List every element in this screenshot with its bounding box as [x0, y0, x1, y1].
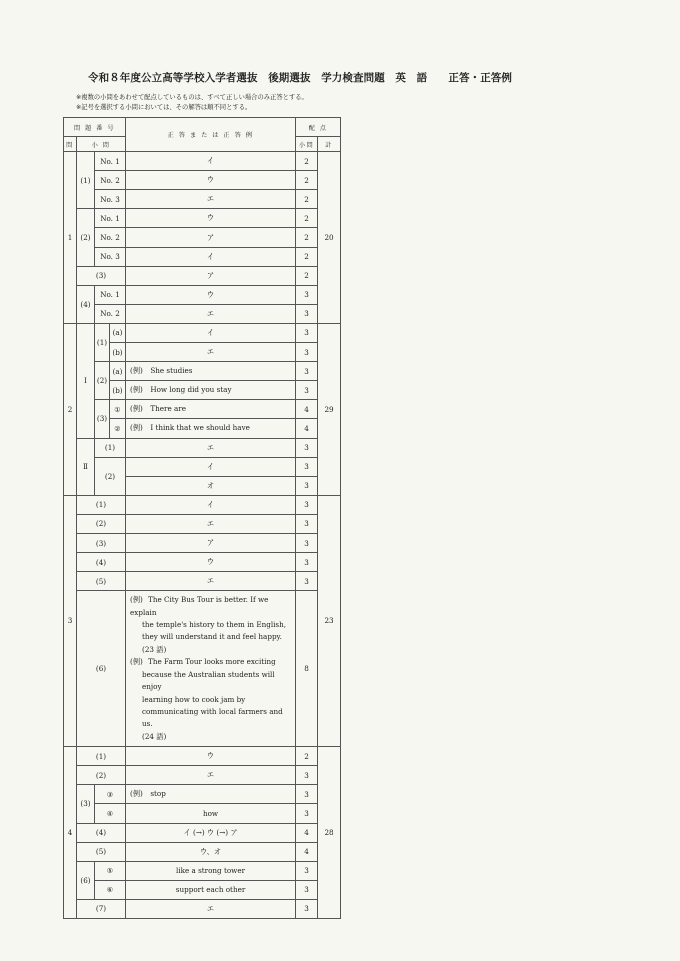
q4-s4: 4 — [296, 823, 318, 842]
q3-total: 23 — [318, 495, 341, 746]
q3-a2: エ — [126, 514, 296, 533]
q3-p2: (2) — [77, 514, 126, 533]
q4-a7: エ — [126, 899, 296, 918]
q2-ii-p2: (2) — [95, 457, 126, 495]
q2-i-p1: (1) — [95, 323, 110, 361]
q4-a3-3 — [126, 785, 296, 804]
q2-i2b-text: How long did you stay — [150, 385, 232, 395]
q2-i3-2 — [126, 419, 296, 438]
q1-p4: (4) — [77, 285, 95, 323]
header-points: 配 点 — [296, 118, 341, 137]
page-title: 令和８年度公立高等学校入学者選抜 後期選抜 学力検査問題 英 語 正答・正答例 — [88, 72, 512, 84]
q4-s2: 3 — [296, 766, 318, 785]
rei-label: (例) — [130, 595, 143, 605]
q4-p5: (5) — [77, 842, 126, 861]
q2-i2a-text: She studies — [150, 366, 193, 376]
q3-number: 3 — [64, 495, 77, 746]
header-shomon: 小 問 — [77, 137, 126, 152]
q2-roman1: Ⅰ — [77, 323, 95, 438]
q2-i1-b-label: (b) — [110, 343, 126, 362]
q2-i1-a-label: (a) — [110, 323, 126, 342]
q2-i3-c2-label: ② — [110, 419, 126, 438]
q4-s6-5: 3 — [296, 861, 318, 880]
q4-p6: (6) — [77, 861, 95, 899]
q4-s7: 3 — [296, 899, 318, 918]
q3-a6-2-line-4: (24 語) — [142, 731, 167, 741]
q3-a6-example2-first — [130, 656, 291, 668]
q4-a6-5: like a strong tower — [126, 861, 296, 880]
q3-a6-2-first-text: The Farm Tour looks more exciting — [148, 657, 276, 667]
q4-number: 4 — [64, 747, 77, 919]
notes — [76, 93, 308, 113]
q3-a5: エ — [126, 572, 296, 591]
q4-a4: イ (→) ウ (→) ア — [126, 823, 296, 842]
q2-i2b — [126, 381, 296, 400]
q1-no2: No. 2 — [95, 171, 126, 190]
q1-p1: (1) — [77, 152, 95, 209]
q3-s4: 3 — [296, 553, 318, 572]
q1-p2-no2: No. 2 — [95, 228, 126, 247]
q1-p2-no3: No. 3 — [95, 247, 126, 266]
q2-si3-2: 4 — [296, 419, 318, 438]
q4-s3-4: 3 — [296, 804, 318, 823]
q4-a2: エ — [126, 766, 296, 785]
q1-p4-no1: No. 1 — [95, 285, 126, 304]
q3-a6-example1-first — [130, 594, 291, 619]
q3-a4: ウ — [126, 553, 296, 572]
note-1: ※複数の小問をあわせて配点しているものは、すべて正しい場合のみ正答とする。 — [76, 94, 308, 101]
q2-ii2a: イ — [126, 457, 296, 476]
q4-a6-6: support each other — [126, 880, 296, 899]
answer-table — [63, 117, 341, 919]
q1-a2-1: ウ — [126, 209, 296, 228]
q2-i2a — [126, 362, 296, 381]
q2-ii1: エ — [126, 438, 296, 457]
q2-i3-2-text: I think that we should have — [150, 423, 250, 433]
q1-number: 1 — [64, 152, 77, 324]
q2-si2a: 3 — [296, 362, 318, 381]
q1-a2-3: イ — [126, 247, 296, 266]
q3-a6-2-line-3: communicating with local farmers and us. — [142, 706, 283, 729]
q1-a1-3: エ — [126, 190, 296, 209]
header-mon: 問 — [64, 137, 77, 152]
q3-a1: イ — [126, 495, 296, 514]
q4-p3: (3) — [77, 785, 95, 823]
q1-no3: No. 3 — [95, 190, 126, 209]
q1-s4-1: 3 — [296, 285, 318, 304]
q1-a2-2: ア — [126, 228, 296, 247]
rei-label: (例) — [130, 366, 143, 376]
q1-s4-2: 3 — [296, 304, 318, 323]
q2-i2-b-label: (b) — [110, 381, 126, 400]
q3-s5: 3 — [296, 572, 318, 591]
q4-c4-label: ④ — [95, 804, 126, 823]
q4-a1: ウ — [126, 747, 296, 766]
q2-ii-p1: (1) — [95, 438, 126, 457]
q2-i3-1-text: There are — [150, 404, 186, 414]
header-sub-points: 小問 — [296, 137, 318, 152]
q4-c5-label: ⑤ — [95, 861, 126, 880]
q2-si2b: 3 — [296, 381, 318, 400]
q1-a1-1: イ — [126, 152, 296, 171]
q2-roman2: Ⅱ — [77, 438, 95, 495]
q2-i3-c1-label: ① — [110, 400, 126, 419]
rei-label: (例) — [130, 423, 143, 433]
q4-a3-3-text: stop — [150, 789, 166, 799]
q4-p4: (4) — [77, 823, 126, 842]
q2-i3-1 — [126, 400, 296, 419]
q2-i-p2: (2) — [95, 362, 110, 400]
q3-a6-1-line-3: (23 語) — [142, 644, 167, 654]
rei-label: (例) — [130, 789, 143, 799]
header-question-number: 問 題 番 号 — [64, 118, 126, 137]
q3-s2: 3 — [296, 514, 318, 533]
q3-s3: 3 — [296, 533, 318, 552]
q1-a4-1: ウ — [126, 285, 296, 304]
q4-a5: ウ、オ — [126, 842, 296, 861]
q4-c3-label: ③ — [95, 785, 126, 804]
q2-i2-a-label: (a) — [110, 362, 126, 381]
q1-s1-2: 2 — [296, 171, 318, 190]
q1-a4-2: エ — [126, 304, 296, 323]
q4-s6-6: 3 — [296, 880, 318, 899]
q2-si1a: 3 — [296, 323, 318, 342]
q1-s1-3: 2 — [296, 190, 318, 209]
q3-a6-2-line-2: learning how to cook jam by — [142, 694, 246, 704]
q2-sii2a: 3 — [296, 457, 318, 476]
header-total: 計 — [318, 137, 341, 152]
q4-s5: 4 — [296, 842, 318, 861]
q3-a6 — [126, 591, 296, 747]
q1-total: 20 — [318, 152, 341, 324]
q3-p6: (6) — [77, 591, 126, 747]
q4-c6-label: ⑥ — [95, 880, 126, 899]
header-answer: 正 答 ま た は 正 答 例 — [126, 118, 296, 152]
q1-s2-1: 2 — [296, 209, 318, 228]
q4-s1: 2 — [296, 747, 318, 766]
q3-a6-1-first-text: The City Bus Tour is better. If we explain — [130, 595, 269, 617]
q1-p3: (3) — [77, 266, 126, 285]
q3-a6-1-line-2: they will understand it and feel happy. — [142, 632, 282, 642]
rei-label: (例) — [130, 657, 143, 667]
q2-si1b: 3 — [296, 343, 318, 362]
q2-ii2b: オ — [126, 476, 296, 495]
q3-p3: (3) — [77, 533, 126, 552]
q1-p2: (2) — [77, 209, 95, 266]
q3-p4: (4) — [77, 553, 126, 572]
q2-sii2b: 3 — [296, 476, 318, 495]
q3-a3: ア — [126, 533, 296, 552]
q4-s3-3: 3 — [296, 785, 318, 804]
q2-sii1: 3 — [296, 438, 318, 457]
q4-p1: (1) — [77, 747, 126, 766]
q4-a3-4: how — [126, 804, 296, 823]
q1-s2-2: 2 — [296, 228, 318, 247]
q3-p5: (5) — [77, 572, 126, 591]
q1-s3: 2 — [296, 266, 318, 285]
q4-p7: (7) — [77, 899, 126, 918]
q2-i-p3: (3) — [95, 400, 110, 438]
note-2: ※記号を選択する小問においては、その解答は順不同とする。 — [76, 104, 252, 111]
q2-total: 29 — [318, 323, 341, 495]
q4-p2: (2) — [77, 766, 126, 785]
q1-a3: ア — [126, 266, 296, 285]
q2-i1b: エ — [126, 343, 296, 362]
q2-number: 2 — [64, 323, 77, 495]
rei-label: (例) — [130, 385, 143, 395]
q1-p4-no2: No. 2 — [95, 304, 126, 323]
q3-s6: 8 — [296, 591, 318, 747]
q3-p1: (1) — [77, 495, 126, 514]
q3-a6-1-line-1: the temple's history to them in English, — [142, 620, 287, 630]
q1-p2-no1: No. 1 — [95, 209, 126, 228]
rei-label: (例) — [130, 404, 143, 414]
q2-i1a: イ — [126, 323, 296, 342]
q3-a6-2-line-1: because the Australian students will enjoy — [142, 669, 275, 692]
q1-s1-1: 2 — [296, 152, 318, 171]
q3-s1: 3 — [296, 495, 318, 514]
q1-s2-3: 2 — [296, 247, 318, 266]
q4-total: 28 — [318, 747, 341, 919]
q1-a1-2: ウ — [126, 171, 296, 190]
q1-no1: No. 1 — [95, 152, 126, 171]
q2-si3-1: 4 — [296, 400, 318, 419]
